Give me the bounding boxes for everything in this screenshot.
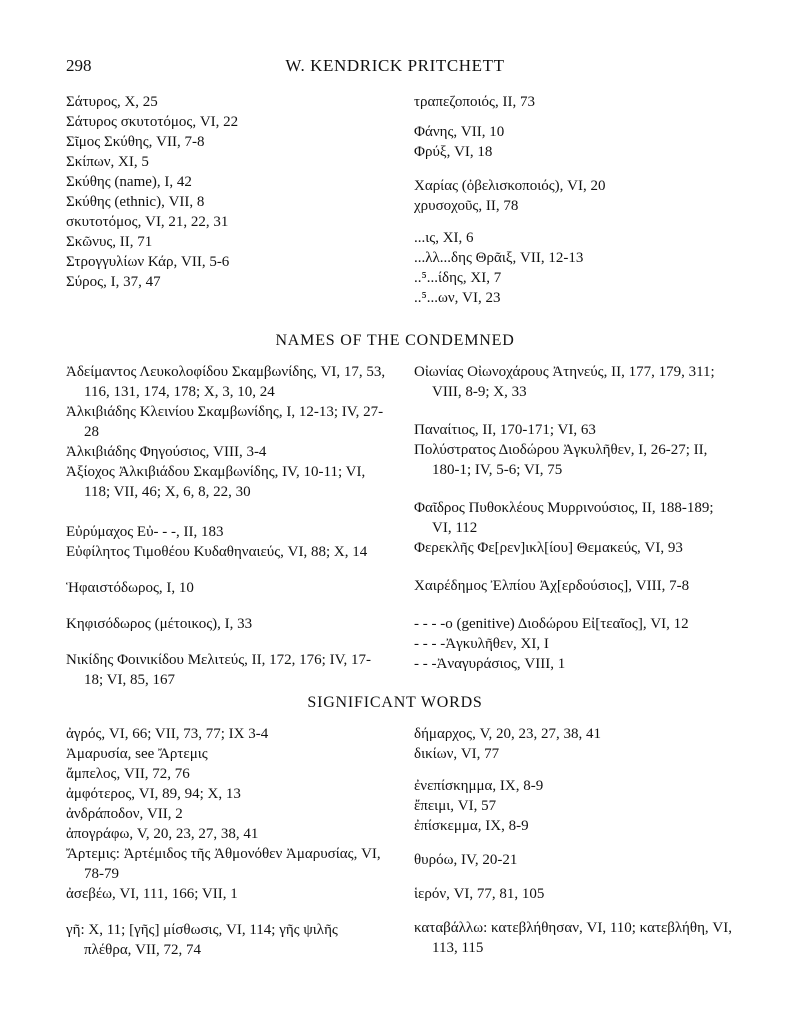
index-entry: Σκίπων, XI, 5 <box>66 154 149 170</box>
index-entry: θυρόω, IV, 20-21 <box>414 852 518 868</box>
index-entry: ἱερόν, VI, 77, 81, 105 <box>414 886 545 902</box>
index-entry: Σκύθης (name), I, 42 <box>66 174 192 190</box>
index-entry: ἀσεβέω, VI, 111, 166; VII, 1 <box>66 886 238 902</box>
spacer <box>414 558 734 576</box>
spacer <box>66 598 386 614</box>
index-entry: Χαιρέδημος Ἐλπίου Ἀχ[ερδούσιος], VIII, 7-8 <box>414 578 690 594</box>
index-entry: Σκῶνυς, II, 71 <box>66 234 153 250</box>
index-entry: Εὐρύμαχος Εὐ- - -, II, 183 <box>66 524 224 540</box>
index-entry: Φαῖδρος Πυθοκλέους Μυρρινούσιος, II, 188-189; VI, 112 <box>414 500 714 536</box>
spacer <box>414 836 734 850</box>
index-entry: Χαρίας (ὀβελισκοποιός), VI, 20 <box>414 178 606 194</box>
index-entry: χρυσοχοῦς, II, 78 <box>414 198 519 214</box>
index-entry: - - - -Ἀγκυλῆθεν, XI, I <box>414 636 549 652</box>
index-entry: ἀνδράποδον, VII, 2 <box>66 806 183 822</box>
spacer <box>414 596 734 614</box>
condemned-right-column <box>414 362 734 674</box>
spacer <box>414 112 734 122</box>
index-entry: - - - -ο (genitive) Διοδώρου Εἰ[τεαῖος], VI, 12 <box>414 616 689 632</box>
spacer <box>414 162 734 176</box>
index-entry: δικίων, VI, 77 <box>414 746 500 762</box>
spacer <box>66 502 386 522</box>
index-entry: γῆ: X, 11; [γῆς] μίσθωσις, VI, 114; γῆς ψιλῆς πλέθρα, VII, 72, 74 <box>66 922 338 958</box>
index-entry: ἀμφότερος, VI, 89, 94; X, 13 <box>66 786 241 802</box>
index-entry: Φρύξ, VI, 18 <box>414 144 493 160</box>
index-entry: Ἀξίοχος Ἀλκιβιάδου Σκαμβωνίδης, IV, 10-11; VI, 118; VII, 46; X, 6, 8, 22, 30 <box>66 464 366 500</box>
index-entry: Στρογγυλίων Κάρ, VII, 5-6 <box>66 254 230 270</box>
index-entry: Κηφισόδωρος (μέτοικος), I, 33 <box>66 616 253 632</box>
index-entry: Ἡφαιστόδωρος, I, 10 <box>66 580 194 596</box>
index-entry: ἀπογράφω, V, 20, 23, 27, 38, 41 <box>66 826 259 842</box>
index-entry: Φερεκλῆς Φε[ρεν]ικλ[ίου] Θεμακεύς, VI, 93 <box>414 540 683 556</box>
index-entry: Ἀδείμαντος Λευκολοφίδου Σκαμβωνίδης, VI, 17, 53, 116, 131, 174, 178; X, 3, 10, 24 <box>66 364 386 400</box>
index-entry: ἐνεπίσκημμα, IX, 8-9 <box>414 778 544 794</box>
index-entry: δήμαρχος, V, 20, 23, 27, 38, 41 <box>414 726 601 742</box>
index-entry: Φάνης, VII, 10 <box>414 124 505 140</box>
section-heading-significant: SIGNIFICANT WORDS <box>307 694 483 711</box>
index-entry: ἀγρός, VI, 66; VII, 73, 77; IX 3-4 <box>66 726 269 742</box>
index-entry: σκυτοτόμος, VI, 21, 22, 31 <box>66 214 229 230</box>
index-entry: Ἄρτεμις: Ἀρτέμιδος τῆς Ἀθμονόθεν Ἀμαρυσίας, VI, 78-79 <box>66 846 381 882</box>
index-entry: Παναίτιος, II, 170-171; VI, 63 <box>414 422 596 438</box>
spacer <box>414 764 734 776</box>
index-entry: Εὐφίλητος Τιμοθέου Κυδαθηναιεύς, VI, 88; X, 14 <box>66 544 368 560</box>
index-entry: Ἀλκιβιάδης Κλεινίου Σκαμβωνίδης, I, 12-13; IV, 27-28 <box>66 404 384 440</box>
index-entry: Οἰωνίας Οἰωνοχάρους Ἀτηνεύς, II, 177, 179, 311; VIII, 8-9; X, 33 <box>414 364 715 400</box>
spacer <box>414 904 734 918</box>
top-right-column <box>414 92 734 308</box>
page-header <box>66 56 724 80</box>
index-entry: καταβάλλω: κατεβλήθησαν, VI, 110; κατεβλήθη, VI, 113, 115 <box>414 920 733 956</box>
significant-right-column <box>414 724 734 958</box>
significant-left-column <box>66 724 386 960</box>
index-entry: Σκύθης (ethnic), VII, 8 <box>66 194 205 210</box>
index-entry: Πολύστρατος Διοδώρου Ἀγκυλῆθεν, I, 26-27; II, 180-1; IV, 5-6; VI, 75 <box>414 442 708 478</box>
index-entry: ..⁵...ων, VI, 23 <box>414 290 501 306</box>
index-entry: Σάτυρος σκυτοτόμος, VI, 22 <box>66 114 239 130</box>
spacer <box>66 634 386 650</box>
index-entry: ...λλ...δης Θρᾶιξ, VII, 12-13 <box>414 250 584 266</box>
spacer <box>66 904 386 920</box>
index-entry: ...ις, XI, 6 <box>414 230 474 246</box>
index-entry: Νικίδης Φοινικίδου Μελιτεύς, II, 172, 176; IV, 17-18; VI, 85, 167 <box>66 652 371 688</box>
index-entry: ἔπειμι, VI, 57 <box>414 798 497 814</box>
condemned-left-column <box>66 362 386 690</box>
spacer <box>414 480 734 498</box>
page-number: 298 <box>66 56 92 75</box>
index-entry: Σύρος, I, 37, 47 <box>66 274 161 290</box>
index-entry: ἐπίσκεμμα, IX, 8-9 <box>414 818 529 834</box>
index-entry: - - -Ἀναγυράσιος, VIII, 1 <box>414 656 566 672</box>
spacer <box>66 562 386 578</box>
index-entry: Ἀλκιβιάδης Φηγούσιος, VIII, 3-4 <box>66 444 267 460</box>
index-entry: Σάτυρος, X, 25 <box>66 94 158 110</box>
index-entry: Ἀμαρυσία, see Ἄρτεμις <box>66 746 208 762</box>
index-entry: Σῖμος Σκύθης, VII, 7-8 <box>66 134 205 150</box>
spacer <box>414 216 734 228</box>
spacer <box>414 402 734 420</box>
top-left-column <box>66 92 396 292</box>
index-entry: ἄμπελος, VII, 72, 76 <box>66 766 190 782</box>
section-heading-condemned: NAMES OF THE CONDEMNED <box>275 332 515 349</box>
spacer <box>414 870 734 884</box>
index-entry: ..⁵...ίδης, XI, 7 <box>414 270 502 286</box>
index-entry: τραπεζοποιός, II, 73 <box>414 94 535 110</box>
running-title: W. KENDRICK PRITCHETT <box>285 56 505 75</box>
